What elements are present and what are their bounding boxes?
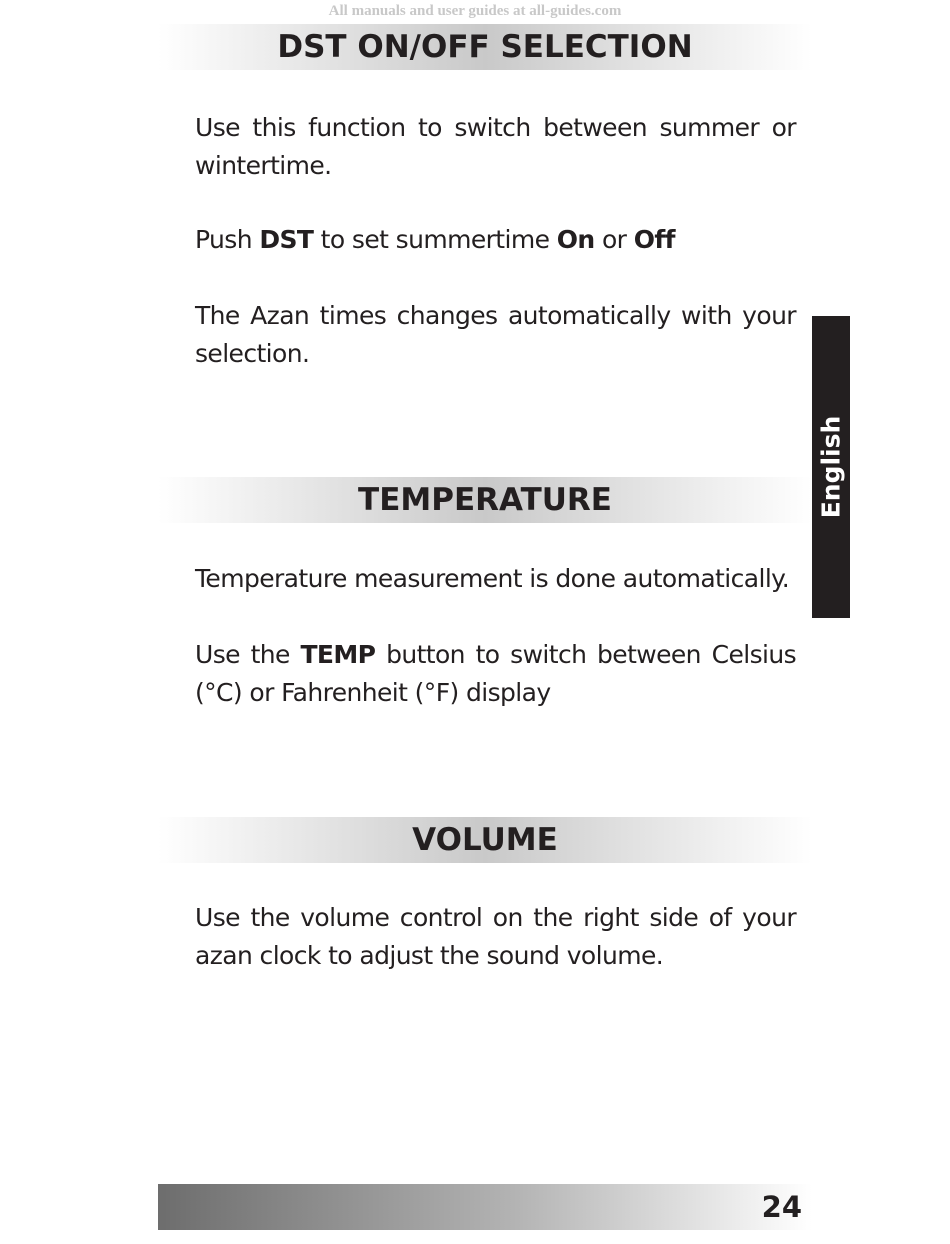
dst-instruction: Push DST to set summertime On or Off <box>195 225 675 254</box>
dst-note: The Azan times changes automatically with your selection. <box>195 301 796 368</box>
language-label: English <box>816 415 846 519</box>
watermark: All manuals and user guides at all-guides.com <box>328 3 622 19</box>
page-number: 24 <box>761 1190 802 1224</box>
section-header-volume <box>158 817 812 863</box>
temp-key-label: TEMP <box>300 640 376 669</box>
dst-key-label: DST <box>259 225 314 254</box>
section-title-volume: VOLUME <box>412 822 558 858</box>
on-label: On <box>556 225 595 254</box>
temperature-description: Temperature measurement is done automatically. <box>195 564 790 593</box>
off-label: Off <box>633 225 675 254</box>
temperature-instruction: Use the TEMP button to switch between Celsius (°C) or Fahrenheit (°F) display <box>195 640 797 707</box>
section-title-dst: DST ON/OFF SELECTION <box>277 29 693 65</box>
section-header-dst <box>158 24 812 70</box>
section-header-temperature <box>158 477 812 523</box>
footer-bar <box>158 1184 812 1230</box>
volume-description: Use the volume control on the right side of your azan clock to adjust the sound volume. <box>195 903 796 970</box>
dst-description: Use this function to switch between summer or wintertime. <box>195 113 796 180</box>
language-side-tab <box>812 316 850 618</box>
section-title-temperature: TEMPERATURE <box>358 482 612 518</box>
